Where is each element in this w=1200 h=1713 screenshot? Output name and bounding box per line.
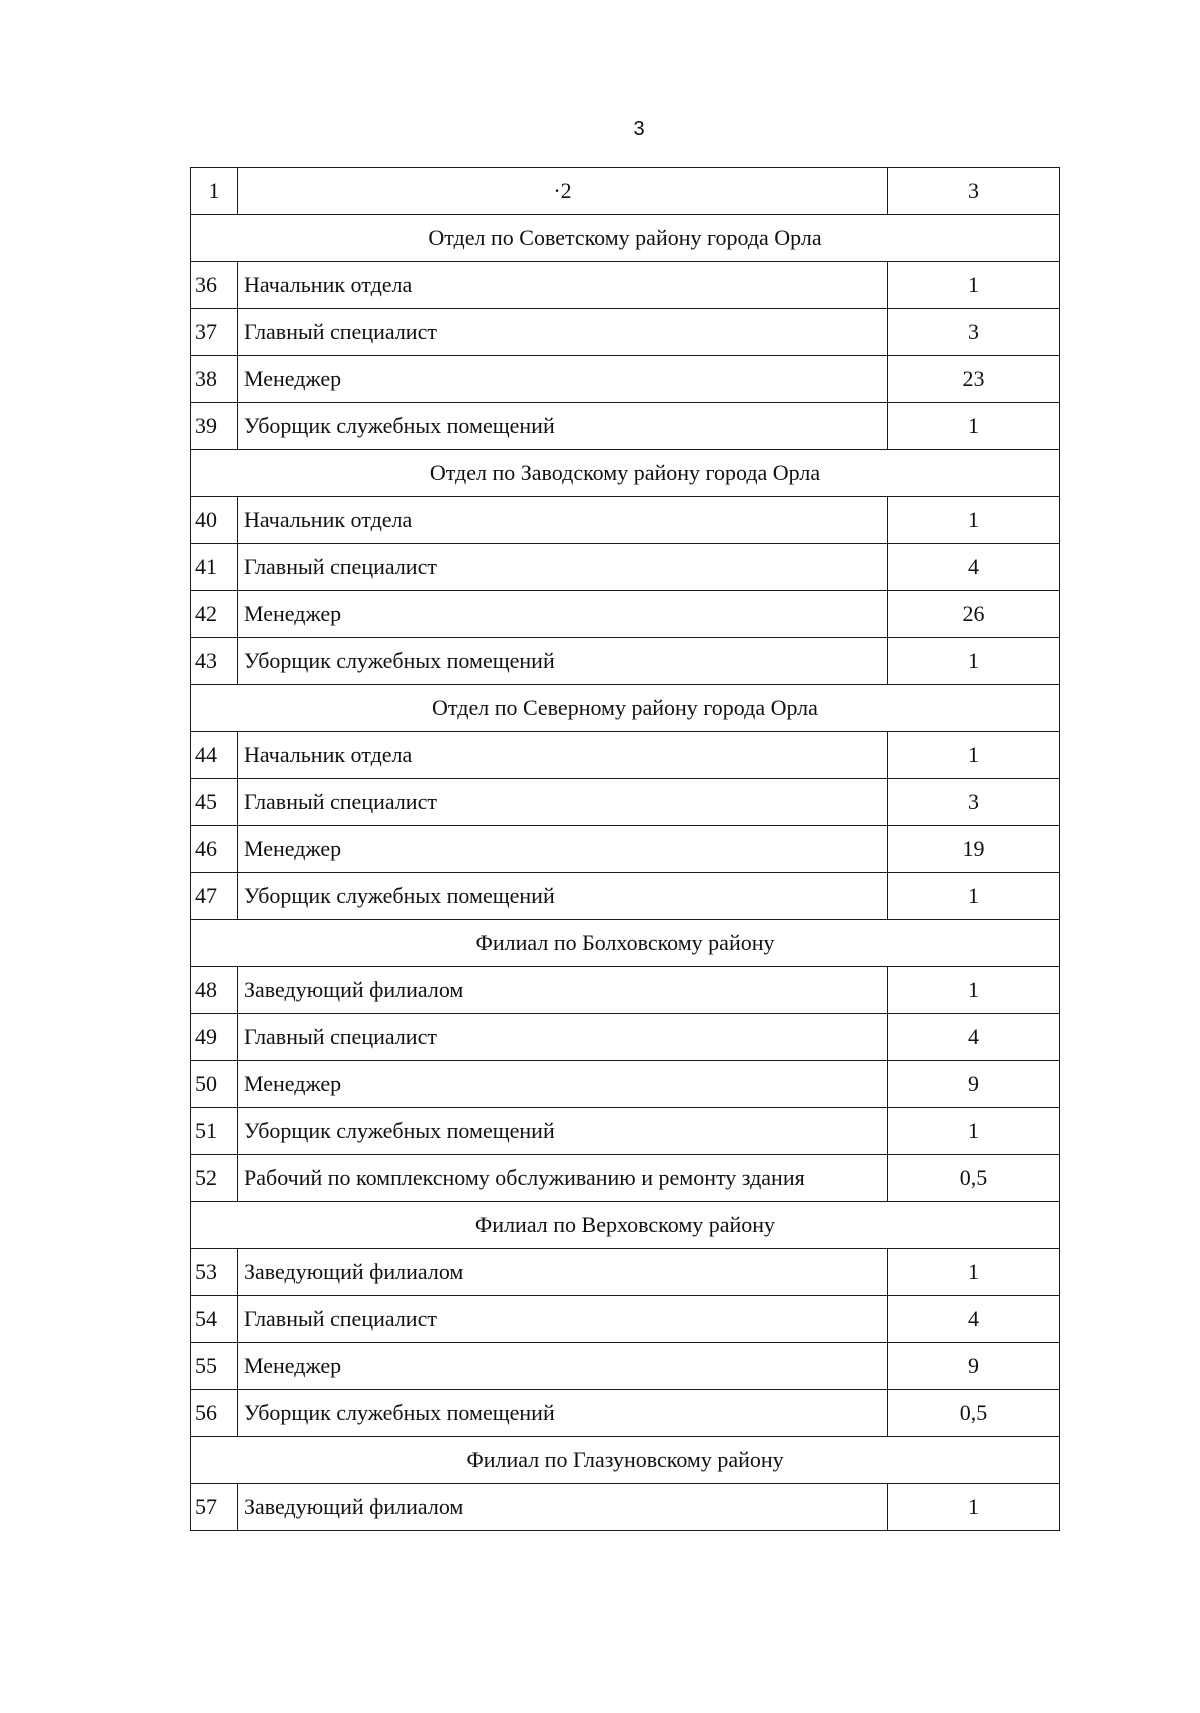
table-row (191, 1343, 1060, 1390)
row-position: Заведующий филиалом (238, 1249, 888, 1296)
row-quantity: 3 (888, 309, 1060, 356)
table-row (191, 544, 1060, 591)
row-position: Заведующий филиалом (238, 1484, 888, 1531)
row-quantity: 1 (888, 638, 1060, 685)
row-quantity: 19 (888, 826, 1060, 873)
table-row (191, 826, 1060, 873)
row-position: Уборщик служебных помещений (238, 638, 888, 685)
section-title: Филиал по Верховскому району (191, 1202, 1060, 1249)
row-quantity: 1 (888, 262, 1060, 309)
row-quantity: 3 (888, 779, 1060, 826)
row-quantity: 4 (888, 1014, 1060, 1061)
section-row (191, 450, 1060, 497)
table-row (191, 873, 1060, 920)
section-title: Отдел по Северному району города Орла (191, 685, 1060, 732)
row-position: Менеджер (238, 1061, 888, 1108)
section-row (191, 215, 1060, 262)
row-number: 38 (191, 356, 238, 403)
row-number: 41 (191, 544, 238, 591)
row-quantity: 1 (888, 967, 1060, 1014)
table-row (191, 732, 1060, 779)
row-position: Главный специалист (238, 544, 888, 591)
row-number: 42 (191, 591, 238, 638)
row-number: 50 (191, 1061, 238, 1108)
row-quantity: 9 (888, 1343, 1060, 1390)
table-header-row (191, 168, 1060, 215)
row-number: 40 (191, 497, 238, 544)
table-row (191, 356, 1060, 403)
row-position: Менеджер (238, 591, 888, 638)
row-quantity: 1 (888, 1249, 1060, 1296)
row-number: 43 (191, 638, 238, 685)
row-quantity: 1 (888, 403, 1060, 450)
section-row (191, 1202, 1060, 1249)
row-number: 37 (191, 309, 238, 356)
row-number: 39 (191, 403, 238, 450)
section-title: Филиал по Болховскому району (191, 920, 1060, 967)
table-row (191, 967, 1060, 1014)
row-quantity: 1 (888, 497, 1060, 544)
row-number: 48 (191, 967, 238, 1014)
row-position: Уборщик служебных помещений (238, 1108, 888, 1155)
row-position: Уборщик служебных помещений (238, 403, 888, 450)
table-row (191, 1390, 1060, 1437)
page-number: 3 (633, 118, 645, 140)
table-row (191, 309, 1060, 356)
row-position: Начальник отдела (238, 497, 888, 544)
row-position: Главный специалист (238, 1296, 888, 1343)
column-position-header: ·2 (238, 168, 888, 215)
row-number: 49 (191, 1014, 238, 1061)
table-row (191, 1155, 1060, 1202)
section-row (191, 920, 1060, 967)
section-title: Филиал по Глазуновскому району (191, 1437, 1060, 1484)
row-position: Менеджер (238, 1343, 888, 1390)
table-row (191, 1249, 1060, 1296)
table-row (191, 779, 1060, 826)
row-number: 45 (191, 779, 238, 826)
row-quantity: 1 (888, 1484, 1060, 1531)
row-quantity: 26 (888, 591, 1060, 638)
row-number: 51 (191, 1108, 238, 1155)
staff-table (190, 167, 1060, 1531)
table-row (191, 262, 1060, 309)
row-quantity: 0,5 (888, 1155, 1060, 1202)
section-row (191, 685, 1060, 732)
column-number-header: 1 (191, 168, 238, 215)
row-quantity: 9 (888, 1061, 1060, 1108)
table-row (191, 1484, 1060, 1531)
row-position: Менеджер (238, 356, 888, 403)
row-position: Рабочий по комплексному обслуживанию и ремонту здания (238, 1155, 888, 1202)
row-position: Заведующий филиалом (238, 967, 888, 1014)
row-position: Начальник отдела (238, 262, 888, 309)
table-row (191, 1061, 1060, 1108)
row-number: 54 (191, 1296, 238, 1343)
row-number: 57 (191, 1484, 238, 1531)
row-position: Главный специалист (238, 309, 888, 356)
section-title: Отдел по Заводскому району города Орла (191, 450, 1060, 497)
staff-table-body (191, 168, 1060, 1531)
section-title: Отдел по Советскому району города Орла (191, 215, 1060, 262)
section-row (191, 1437, 1060, 1484)
row-quantity: 4 (888, 544, 1060, 591)
table-row (191, 591, 1060, 638)
table-row (191, 403, 1060, 450)
row-quantity: 0,5 (888, 1390, 1060, 1437)
table-row (191, 1014, 1060, 1061)
row-number: 55 (191, 1343, 238, 1390)
row-quantity: 1 (888, 873, 1060, 920)
row-number: 56 (191, 1390, 238, 1437)
row-number: 47 (191, 873, 238, 920)
row-number: 44 (191, 732, 238, 779)
row-quantity: 1 (888, 732, 1060, 779)
row-number: 53 (191, 1249, 238, 1296)
row-number: 46 (191, 826, 238, 873)
row-quantity: 4 (888, 1296, 1060, 1343)
column-quantity-header: 3 (888, 168, 1060, 215)
table-row (191, 1296, 1060, 1343)
row-number: 36 (191, 262, 238, 309)
row-quantity: 23 (888, 356, 1060, 403)
row-position: Главный специалист (238, 779, 888, 826)
row-number: 52 (191, 1155, 238, 1202)
table-row (191, 1108, 1060, 1155)
row-position: Менеджер (238, 826, 888, 873)
row-position: Уборщик служебных помещений (238, 1390, 888, 1437)
table-row (191, 638, 1060, 685)
row-position: Начальник отдела (238, 732, 888, 779)
row-quantity: 1 (888, 1108, 1060, 1155)
row-position: Главный специалист (238, 1014, 888, 1061)
row-position: Уборщик служебных помещений (238, 873, 888, 920)
table-row (191, 497, 1060, 544)
